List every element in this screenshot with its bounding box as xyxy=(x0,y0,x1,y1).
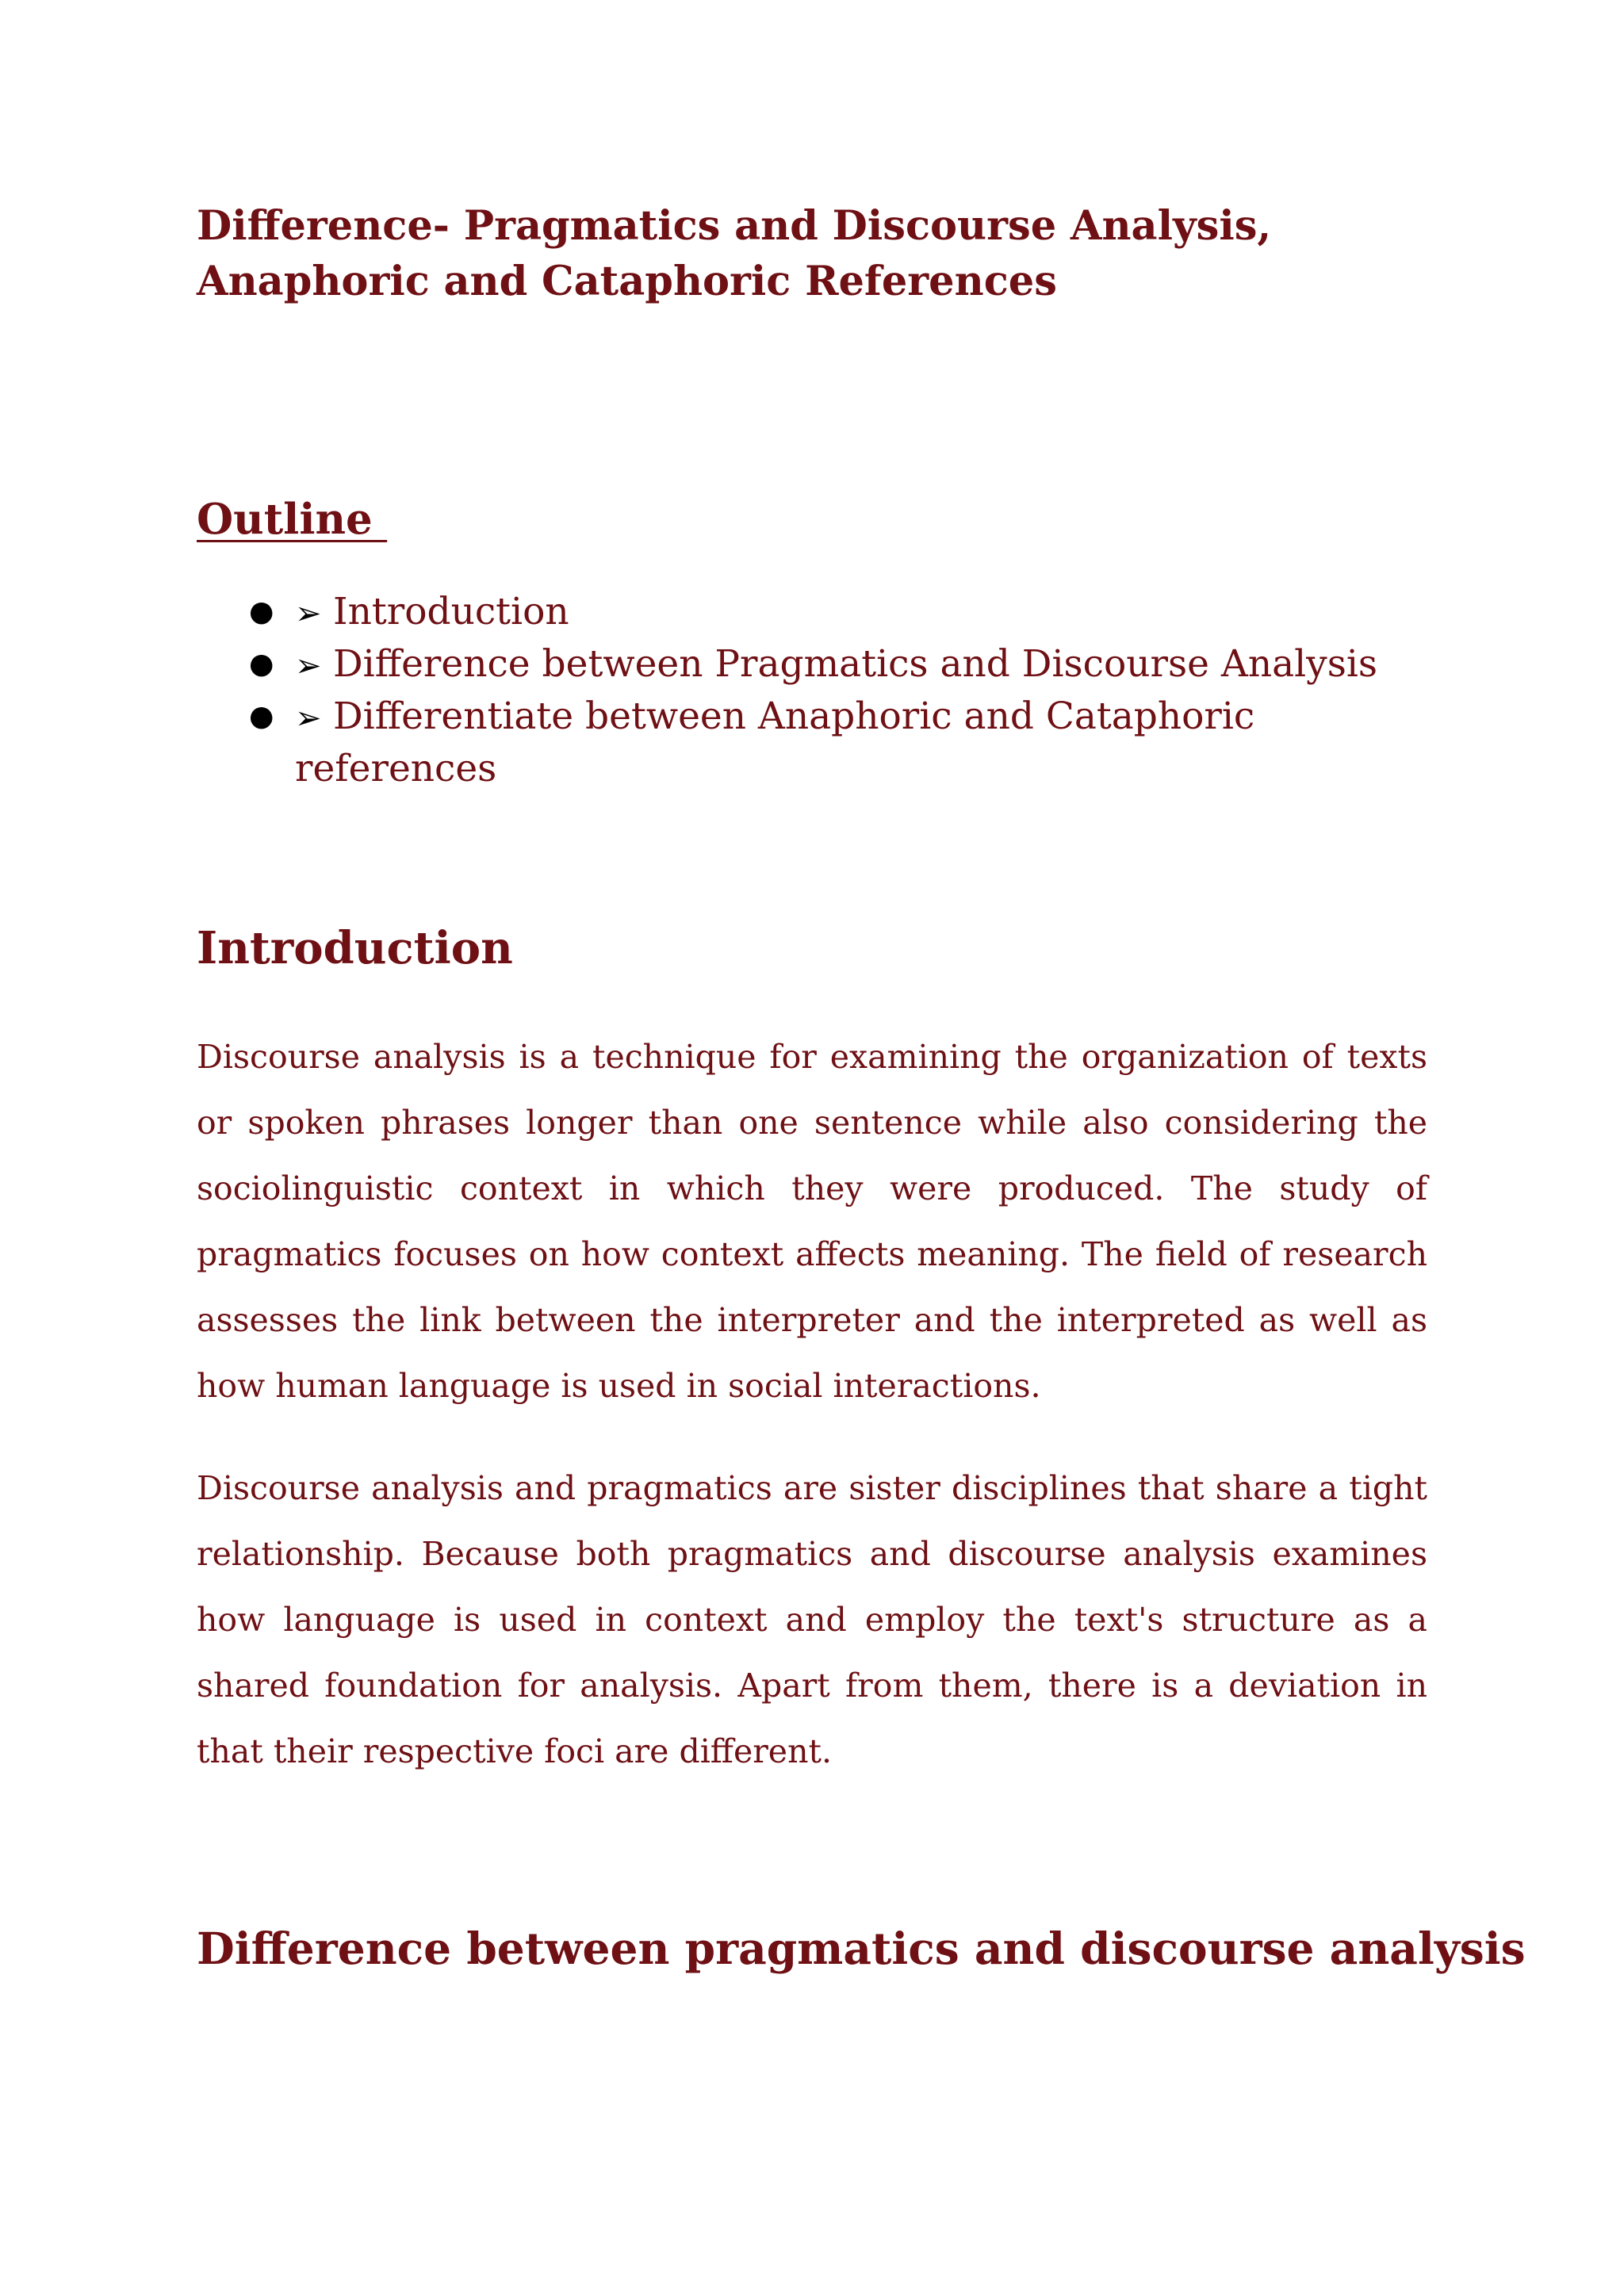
bullet-dot-icon: ● xyxy=(249,595,274,628)
introduction-heading: Introduction xyxy=(197,922,513,974)
difference-section-heading: Difference between pragmatics and discourse analysis xyxy=(197,1923,1526,1974)
arrow-icon: ➢ xyxy=(295,700,322,737)
document-title-line-2: Anaphoric and Cataphoric References xyxy=(197,258,1057,305)
document-title-line-1: Difference- Pragmatics and Discourse Analysis, xyxy=(197,202,1272,250)
outline-item xyxy=(197,587,1427,639)
outline-item-label: Differentiate between Anaphoric and Cataphoric references xyxy=(295,695,1255,790)
bullet-dot-icon: ● xyxy=(249,700,274,733)
outline-item xyxy=(197,639,1427,691)
arrow-icon: ➢ xyxy=(295,648,322,684)
introduction-paragraph: Discourse analysis is a technique for examining the organization of texts or spoken phrases longer than one sentence while also considering the sociolinguistic context in which they were produced. The study of pragmatics focuses on how context affects meaning. The field of research assesses the link between the interpreter and the interpreted as well as how human language is used in social interactions. xyxy=(197,1038,1427,1405)
bullet-dot-icon: ● xyxy=(249,648,274,680)
document-title xyxy=(197,198,1427,309)
outline-item xyxy=(197,691,1427,794)
outline-list xyxy=(197,587,1427,794)
outline-item-label: Introduction xyxy=(333,590,569,633)
introduction-paragraph: Discourse analysis and pragmatics are sister disciplines that share a tight relationship. Because both pragmatics and discourse analysis examines how language is used in context and employ the text's structure as a shared foundation for analysis. Apart from them, there is a deviation in that their respective foci are different. xyxy=(197,1469,1427,1770)
arrow-icon: ➢ xyxy=(295,595,322,632)
outline-heading: Outline xyxy=(197,495,388,544)
outline-item-label: Difference between Pragmatics and Discourse Analysis xyxy=(333,642,1377,686)
